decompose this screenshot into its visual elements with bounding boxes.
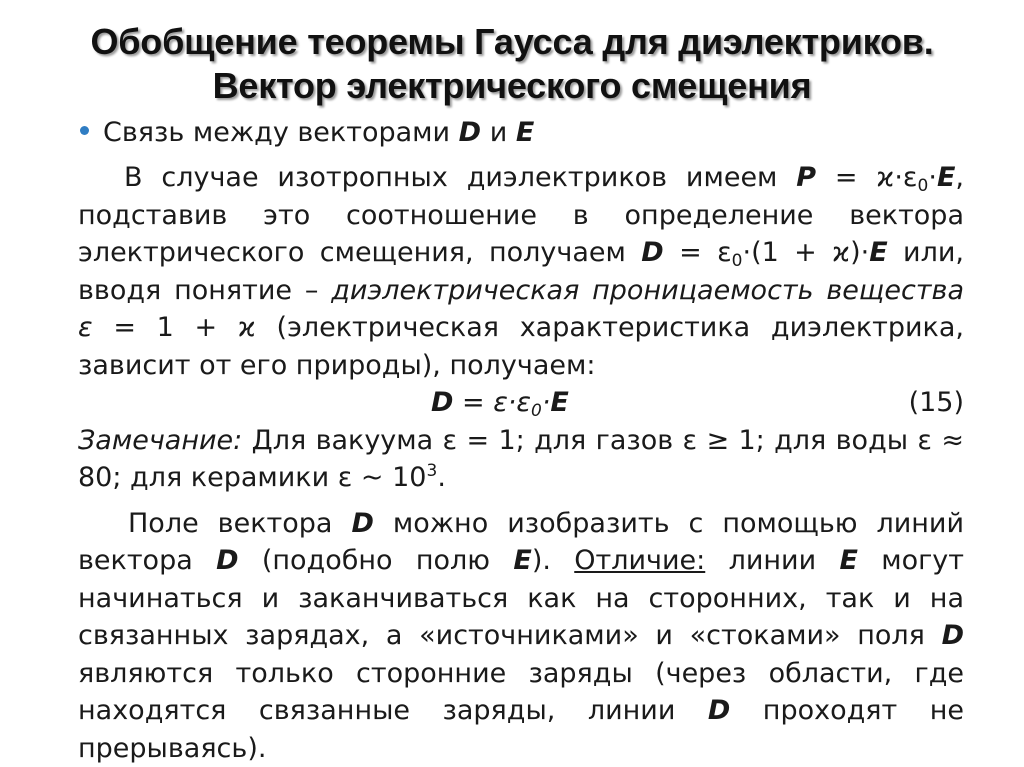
superscript: 3	[426, 461, 438, 481]
equation-number: (15)	[908, 387, 964, 418]
text-span: можно изобразить с помощью линий вектора	[78, 507, 964, 576]
text-span: проходят не прерываясь).	[78, 695, 964, 764]
eq-subscript: 0	[530, 401, 542, 421]
text-span: В случае изотропных диэлектриков имеем	[124, 162, 797, 193]
text-span: , подставив это соотношение в определение вектора электрического смещения, получаем	[78, 162, 964, 268]
remark-label: Замечание:	[78, 424, 243, 456]
eq-mid: = ε·ε	[453, 387, 531, 418]
var-e: E	[513, 545, 532, 576]
bullet-conj: и	[489, 117, 508, 148]
title-line-2: Вектор электрического смещения	[212, 65, 812, 106]
eq-dot: ·	[541, 387, 551, 418]
subscript: 0	[731, 251, 743, 271]
text-span: = ε	[663, 237, 732, 268]
var-e: E	[936, 162, 956, 193]
text-span: = ϰ·ε	[816, 162, 918, 193]
text-span: являются только сторонние заряды (через области, где находятся связанные заряды, линии	[78, 657, 964, 726]
text-span: или, вводя понятие –	[78, 237, 964, 306]
slide-title	[20, 20, 1004, 108]
text-span: могут начинаться и заканчиваться как на сторонних, так и на связанных зарядах, а «источниками» и «стоками» поля	[78, 545, 965, 651]
var-d: D	[707, 695, 731, 726]
term-permittivity: диэлектрическая проницаемость вещества ε	[78, 274, 964, 343]
text-span: ·(1 + ϰ)·	[742, 237, 870, 268]
var-e: E	[839, 545, 858, 576]
bullet-text: Связь между векторами	[103, 117, 451, 148]
eq-rhs: E	[550, 387, 569, 418]
var-d: D	[941, 620, 964, 651]
var-d: D	[641, 237, 664, 268]
title-line-1: Обобщение теоремы Гаусса для диэлектриков.	[90, 21, 934, 62]
bullet-dot-icon	[80, 126, 89, 135]
text-span: Для вакуума ε = 1; для газов ε ≥ 1; для воды ε ≈ 80; для керамики ε ~ 10	[78, 424, 964, 493]
bullet-var-d: D	[458, 117, 482, 148]
equation-formula	[431, 384, 569, 422]
paragraph-field-lines	[78, 505, 964, 767]
paragraph-isotropic	[78, 159, 964, 384]
eq-lhs: D	[431, 387, 454, 418]
paragraph-remark	[78, 422, 964, 497]
text-span: .	[437, 462, 446, 493]
text-span: = 1 + ϰ (электрическая характеристика диэлектрика, зависит от его природы), получаем:	[78, 312, 964, 381]
equation-15	[78, 384, 964, 422]
var-p: P	[796, 162, 817, 193]
var-e: E	[869, 237, 888, 268]
var-d: D	[216, 545, 239, 576]
text-span: ·	[928, 162, 937, 193]
difference-label: Отличие:	[574, 545, 706, 576]
body-text	[78, 159, 964, 767]
bullet-var-e: E	[515, 117, 535, 148]
text-span: Поле вектора	[128, 507, 352, 539]
text-span: ).	[531, 545, 575, 576]
spacer	[78, 497, 964, 505]
subscript: 0	[917, 176, 929, 196]
var-d: D	[351, 507, 374, 539]
text-span: (подобно полю	[238, 545, 514, 576]
bullet-item	[80, 117, 534, 149]
text-span: линии	[705, 545, 840, 576]
